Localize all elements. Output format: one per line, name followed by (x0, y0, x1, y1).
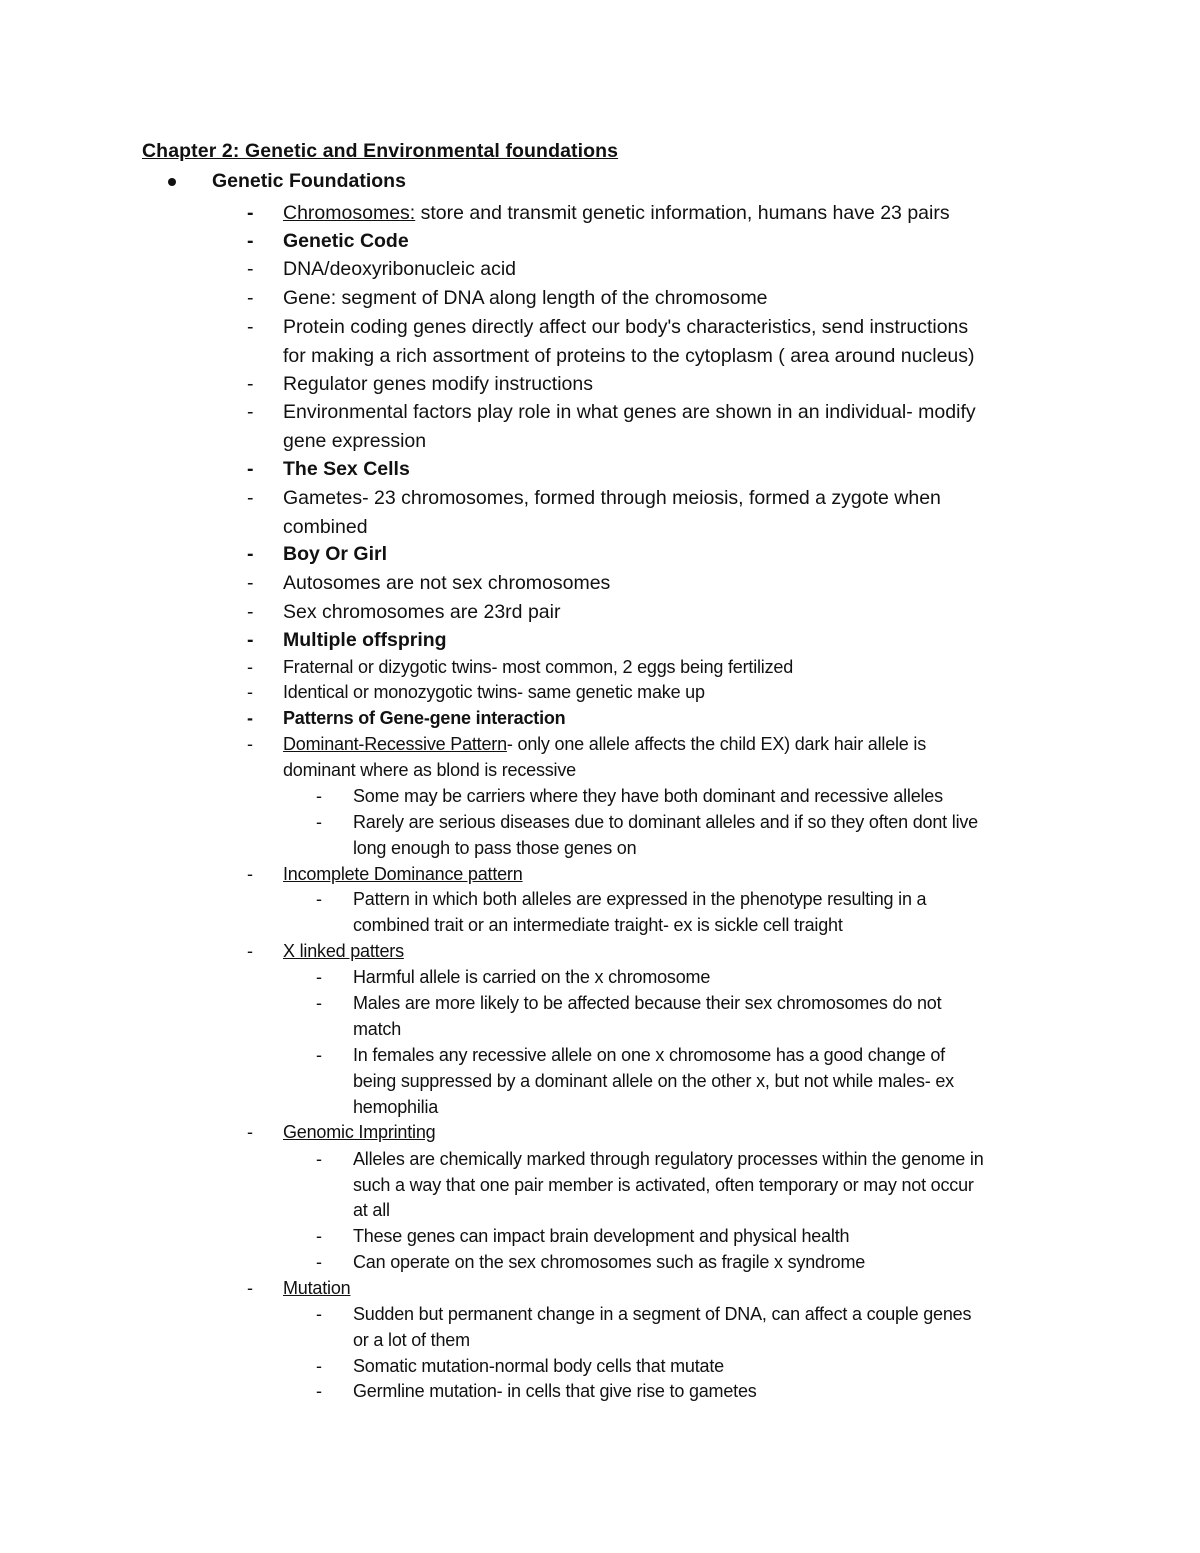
item-text (283, 484, 941, 541)
section-heading: Genetic Foundations (212, 170, 406, 192)
item-text (283, 455, 410, 483)
item-line-text: Boy Or Girl (283, 543, 388, 565)
item-line-text: In females any recessive allele on one x chromosome has a good change of (353, 1045, 945, 1065)
item-line-text: for making a rich assortment of proteins to the cytoplasm ( area around nucleus) (283, 344, 975, 367)
item-line-text: Harmful allele is carried on the x chromosome (353, 967, 711, 987)
item-line (353, 1147, 984, 1173)
item-line (353, 1043, 954, 1069)
dash-bullet-icon: - (247, 734, 253, 754)
item-text (283, 284, 768, 312)
dash-bullet-icon: - (247, 629, 254, 651)
item-line (283, 313, 975, 342)
dash-bullet-icon: - (316, 1252, 322, 1272)
item-line-text: combined (283, 515, 368, 538)
item-text (283, 680, 705, 706)
item-term: X linked patters (283, 941, 404, 961)
dash-bullet-icon: - (316, 812, 322, 832)
item-line (353, 1250, 865, 1276)
dash-bullet-icon: - (316, 1356, 322, 1376)
item-text (353, 887, 926, 938)
item-text (353, 1147, 984, 1224)
item-line (353, 1302, 971, 1328)
item-text (353, 784, 943, 810)
dash-bullet-icon: - (247, 287, 254, 309)
dash-bullet-icon: - (247, 657, 253, 677)
item-text (283, 398, 976, 455)
item-text (283, 655, 793, 681)
dash-bullet-icon: - (316, 1149, 322, 1169)
item-line-text: gene expression (283, 429, 427, 452)
item-line-text: Genetic Code (283, 230, 409, 252)
item-line-text: Pattern in which both alleles are expressed in the phenotype resulting in a (353, 889, 927, 909)
dash-bullet-icon: - (247, 401, 254, 423)
item-line (353, 1069, 954, 1095)
item-text (283, 626, 447, 654)
item-text (353, 965, 710, 991)
item-line-text: Protein coding genes directly affect our body's characteristics, send instructions (283, 316, 969, 338)
item-text (353, 1043, 954, 1120)
item-text (283, 199, 950, 227)
item-line-text: or a lot of them (353, 1329, 470, 1350)
item-text (283, 598, 560, 626)
dash-bullet-icon: - (247, 487, 254, 509)
item-line (353, 1173, 984, 1199)
item-line-text: Identical or monozygotic twins- same genetic make up (283, 682, 705, 702)
item-line (353, 965, 710, 991)
item-line (283, 255, 516, 283)
chapter-title: Chapter 2: Genetic and Environmental foundations (142, 140, 619, 162)
item-text (353, 990, 941, 1042)
item-line: Dominant-Recessive Pattern- only one allele affects the child EX) dark hair allele is (283, 734, 927, 754)
item-text (283, 1276, 350, 1302)
dash-bullet-icon: - (247, 941, 253, 961)
item-line-text: combined trait or an intermediate traight- ex is sickle cell traight (353, 914, 843, 935)
item-line-text: store and transmit genetic information, humans have 23 pairs (420, 202, 950, 224)
dash-bullet-icon: - (247, 1122, 253, 1142)
dash-bullet-icon: - (247, 316, 254, 338)
item-line-text: Males are more likely to be affected because their sex chromosomes do not (353, 993, 942, 1013)
item-line (283, 655, 793, 681)
item-text (283, 370, 593, 398)
item-line-text: The Sex Cells (283, 458, 410, 480)
dash-bullet-icon: - (247, 230, 254, 252)
item-line (283, 455, 410, 483)
item-term: Chromosomes: (283, 202, 416, 224)
item-text (283, 227, 409, 255)
item-text (283, 540, 387, 568)
dash-bullet-icon: - (316, 786, 322, 806)
dash-bullet-icon: - (316, 889, 322, 909)
dash-bullet-icon: - (316, 1304, 322, 1324)
dash-bullet-icon: - (247, 373, 254, 395)
item-line-text: Regulator genes modify instructions (283, 373, 593, 395)
dash-bullet-icon: - (316, 993, 322, 1013)
item-line (283, 342, 975, 371)
dash-bullet-icon: - (247, 864, 253, 884)
item-line (353, 1328, 971, 1354)
item-line (283, 398, 976, 427)
item-line (353, 913, 926, 939)
item-line-text: being suppressed by a dominant allele on the other x, but not while males- ex (353, 1070, 954, 1091)
item-line (353, 887, 926, 913)
item-line-text: long enough to pass those genes on (353, 837, 637, 858)
item-text (353, 1250, 865, 1276)
item-line-text: Gametes- 23 chromosomes, formed through meiosis, formed a zygote when (283, 487, 941, 509)
item-text (283, 569, 610, 597)
item-line (283, 598, 560, 626)
dash-bullet-icon: - (247, 1278, 253, 1298)
item-text (283, 732, 926, 783)
item-line (283, 626, 447, 654)
item-line (283, 227, 409, 255)
item-text (353, 1379, 757, 1405)
item-line (353, 1224, 849, 1250)
item-line (283, 569, 610, 597)
item-line (353, 990, 941, 1016)
item-line (353, 784, 943, 810)
item-term: Genomic Imprinting (283, 1122, 436, 1142)
item-line (353, 1198, 984, 1224)
item-text (353, 1354, 724, 1380)
item-text (353, 1224, 849, 1250)
item-line (353, 810, 978, 836)
item-text (353, 1302, 971, 1353)
item-term: Dominant-Recessive Pattern (283, 734, 507, 754)
item-text (283, 255, 516, 283)
item-line-text: dominant where as blond is recessive (283, 759, 576, 780)
item-line (353, 836, 978, 862)
dash-bullet-icon: - (316, 967, 322, 987)
item-text (283, 862, 523, 888)
item-line-text: Somatic mutation-normal body cells that mutate (353, 1356, 724, 1376)
item-line (283, 284, 768, 312)
item-line-text: at all (353, 1200, 390, 1220)
item-line (353, 1016, 941, 1042)
dash-bullet-icon: - (247, 601, 254, 623)
item-line (353, 1354, 724, 1380)
item-line-text: Autosomes are not sex chromosomes (283, 572, 611, 594)
dash-bullet-icon: - (247, 258, 254, 280)
dash-bullet-icon: - (247, 458, 254, 480)
item-line-text: Rarely are serious diseases due to dominant alleles and if so they often dont live (353, 812, 978, 832)
dash-bullet-icon: - (316, 1226, 322, 1246)
item-line-text: Patterns of Gene-gene interaction (283, 708, 566, 728)
dash-bullet-icon: - (247, 543, 254, 565)
item-line (283, 758, 926, 784)
item-line-text: Fraternal or dizygotic twins- most common, 2 eggs being fertilized (283, 657, 794, 677)
item-line (283, 484, 941, 513)
item-line (283, 513, 941, 542)
item-line-text: Some may be carriers where they have both dominant and recessive alleles (353, 786, 943, 806)
item-line (283, 862, 523, 888)
item-line-text: hemophilia (353, 1096, 439, 1117)
item-line-text: match (353, 1019, 402, 1039)
dash-bullet-icon: - (247, 202, 254, 224)
item-text (283, 706, 565, 732)
item-line-text: DNA/deoxyribonucleic acid (283, 258, 517, 280)
item-line (353, 1095, 954, 1121)
dash-bullet-icon: - (247, 572, 254, 594)
item-line-text: Gene: segment of DNA along length of the chromosome (283, 287, 768, 309)
item-term: Mutation (283, 1278, 351, 1298)
item-line (283, 427, 976, 456)
item-line-text: Multiple offspring (283, 629, 447, 651)
item-line-text: Germline mutation- in cells that give rise to gametes (353, 1381, 757, 1401)
item-line (283, 370, 593, 398)
item-line (353, 1379, 757, 1405)
dash-bullet-icon: - (316, 1381, 322, 1401)
item-term: Incomplete Dominance pattern (283, 864, 523, 884)
dash-bullet-icon: - (316, 1045, 322, 1065)
item-line-text: These genes can impact brain development and physical health (353, 1226, 850, 1246)
item-line (283, 199, 950, 227)
item-text (283, 939, 404, 965)
item-line (283, 680, 705, 706)
item-line (283, 706, 565, 732)
item-text (283, 313, 975, 370)
dash-bullet-icon: - (247, 682, 253, 702)
item-line-text: Alleles are chemically marked through regulatory processes within the genome in (353, 1149, 984, 1169)
item-line (283, 1276, 350, 1302)
item-line-text: only one allele affects the child EX) dark hair allele is (517, 734, 927, 754)
item-line-text: Sudden but permanent change in a segment of DNA, can affect a couple genes (353, 1304, 972, 1324)
item-line (283, 540, 387, 568)
item-line-text: Sex chromosomes are 23rd pair (283, 601, 561, 623)
dash-bullet-icon: - (247, 708, 253, 728)
item-line-text: Environmental factors play role in what genes are shown in an individual- modify (283, 401, 976, 423)
item-line (283, 1120, 435, 1146)
item-text (283, 1120, 435, 1146)
item-text (353, 810, 978, 861)
item-line-text: Can operate on the sex chromosomes such as fragile x syndrome (353, 1252, 866, 1272)
item-line-text: such a way that one pair member is activated, often temporary or may not occur (353, 1174, 974, 1195)
item-line (283, 939, 404, 965)
